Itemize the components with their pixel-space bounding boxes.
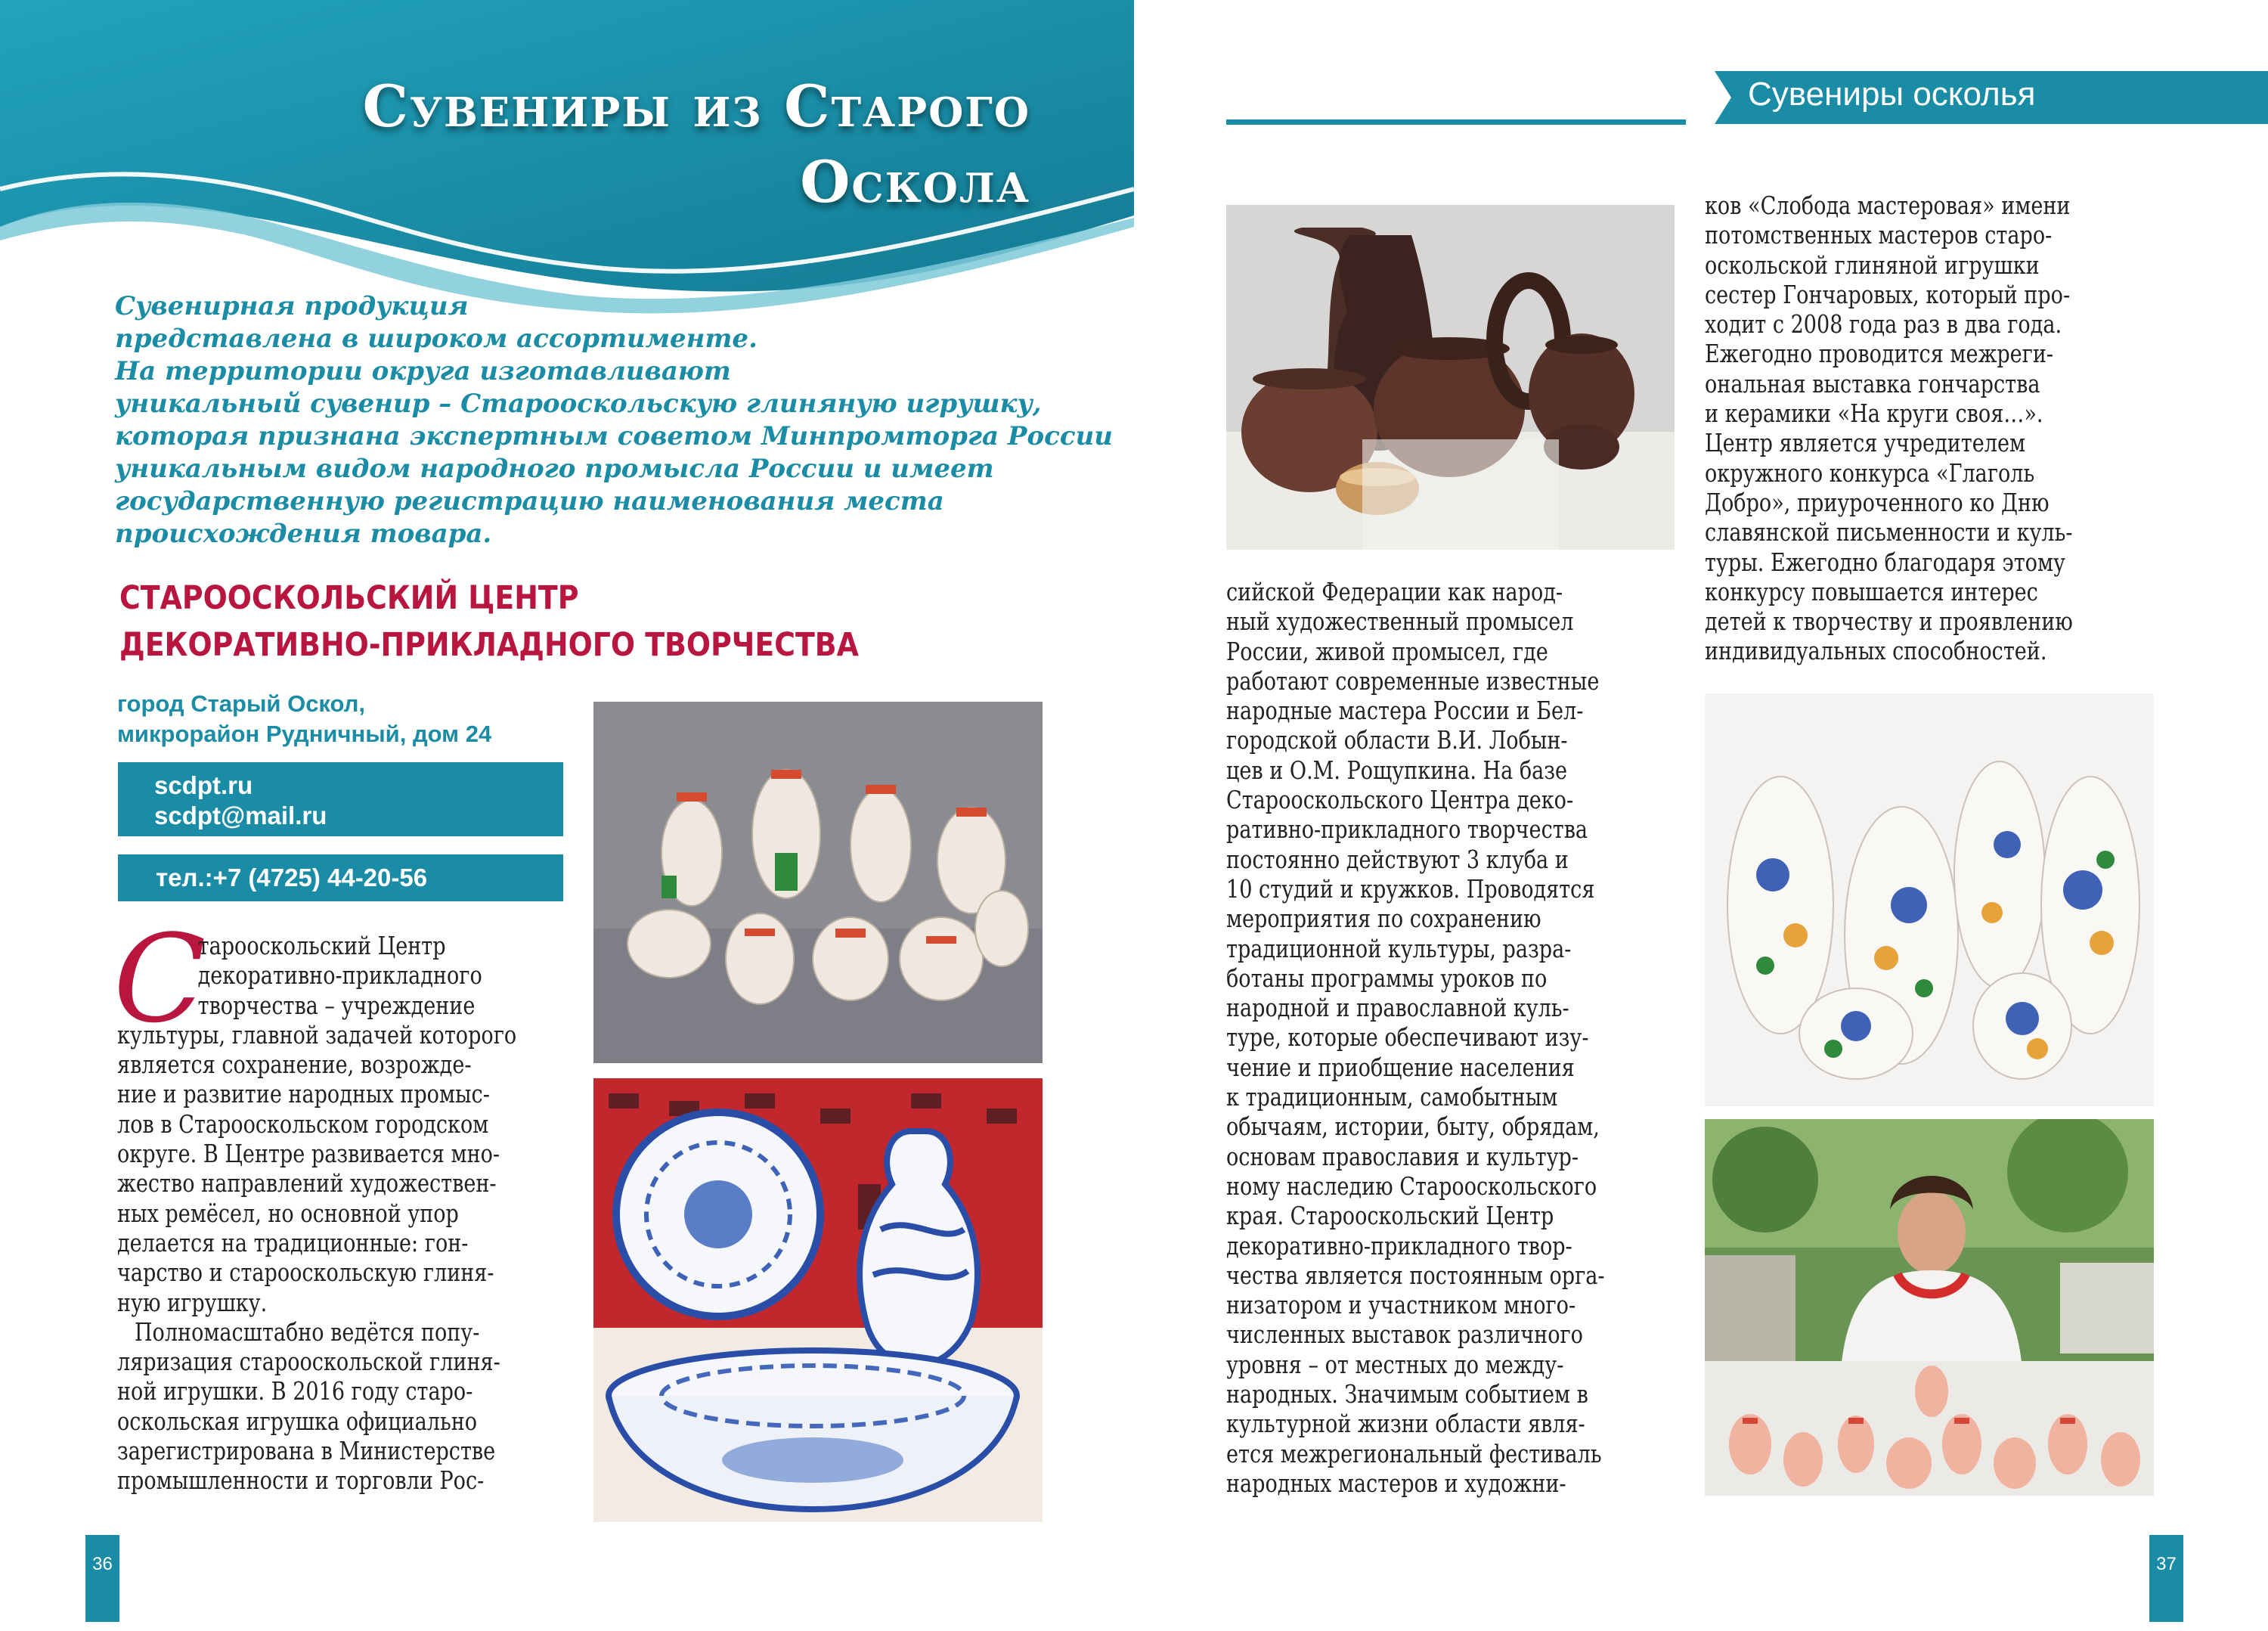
- text-line: чарство и старооскольскую глиня-: [117, 1257, 494, 1288]
- text-line: ной игрушки. В 2016 году старо-: [117, 1376, 473, 1406]
- page-number-left: 36: [85, 1535, 119, 1622]
- text-line: края. Старооскольский Центр: [1226, 1201, 1554, 1231]
- middle-column-text: [1226, 577, 1675, 1498]
- text-line: России, живой промысел, где: [1226, 636, 1548, 666]
- right-column-text: [1705, 191, 2154, 666]
- text-line: декоративно-прикладного твор-: [1226, 1230, 1572, 1260]
- text-line: народные мастера России и Бел-: [1226, 696, 1584, 726]
- painted-figures-photo: [1705, 693, 2154, 1106]
- text-line: традиционной культуры, разра-: [1226, 933, 1572, 963]
- text-line: численных выставок различного: [1226, 1319, 1583, 1350]
- text-line: туры. Ежегодно благодаря этому: [1705, 547, 2065, 577]
- text-line: постоянно действуют 3 клуба и: [1226, 844, 1569, 874]
- text-line: мероприятия по сохранению: [1226, 904, 1541, 934]
- text-line: делается на традиционные: гон-: [117, 1227, 469, 1257]
- center-title-line1: СТАРООСКОЛЬСКИЙ ЦЕНТР: [119, 579, 579, 617]
- text-line: ративно-прикладного творчества: [1226, 814, 1588, 845]
- text-line: является сохранение, возрожде-: [117, 1050, 472, 1080]
- text-line: народных. Значимым событием в: [1226, 1379, 1588, 1409]
- text-line: культурной жизни области явля-: [1226, 1409, 1585, 1439]
- text-line: городской области В.И. Лобын-: [1226, 725, 1568, 755]
- page-number-right: 37: [2149, 1535, 2183, 1622]
- text-line: низатором и участником много-: [1226, 1290, 1576, 1320]
- header-rule: [1226, 119, 1686, 125]
- text-line: обычаям, истории, быту, обрядам,: [1226, 1112, 1600, 1142]
- text-line: ональная выставка гончарства: [1705, 368, 2040, 398]
- phone-number[interactable]: тел.:+7 (4725) 44-20-56: [156, 864, 428, 891]
- text-line: потомственных мастеров старо-: [1705, 220, 2053, 250]
- text-line: чества является постоянным орга-: [1226, 1260, 1605, 1290]
- text-line: ных ремёсел, но основной упор: [117, 1198, 459, 1228]
- center-title: [119, 575, 875, 668]
- left-column-text: [117, 931, 565, 1496]
- page-title: Сувениры из Старого: [362, 73, 1030, 140]
- text-line: ется межрегиональный фестиваль: [1226, 1438, 1602, 1468]
- text-line: творчества – учреждение: [197, 990, 476, 1020]
- text-line: основам православия и культур-: [1226, 1141, 1579, 1171]
- text-line: 10 студий и кружков. Проводятся: [1226, 873, 1595, 904]
- text-line: ную игрушку.: [117, 1287, 268, 1317]
- master-craftswoman-photo: [1705, 1119, 2154, 1496]
- text-line: ному наследию Старооскольского: [1226, 1171, 1597, 1201]
- intro-line: уникальным видом народного промысла России и имеет: [115, 454, 994, 484]
- intro-line: На территории округа изготавливают: [115, 356, 731, 386]
- text-line: зарегистрирована в Министерстве: [117, 1436, 496, 1466]
- web-contact-box: [118, 762, 563, 836]
- drop-cap: С: [113, 908, 206, 1050]
- text-line: промышленности и торговли Рос-: [117, 1465, 485, 1496]
- text-line: Ежегодно проводится межреги-: [1705, 339, 2054, 369]
- text-line: Старооскольского Центра деко-: [1226, 785, 1574, 815]
- text-line: ние и развитие народных промыс-: [117, 1079, 490, 1109]
- text-line: жество направлений художествен-: [117, 1168, 497, 1198]
- text-line: декоративно-прикладного: [197, 960, 482, 991]
- text-line: Добро», приуроченного ко Дню: [1705, 487, 2050, 517]
- text-line: сестер Гончаровых, который про-: [1705, 279, 2071, 309]
- text-line: ляризация старооскольской глиня-: [117, 1347, 500, 1377]
- text-line: ботаны программы уроков по: [1226, 963, 1548, 993]
- intro-line: происхождения товара.: [115, 519, 492, 549]
- text-line: оскольской глиняной игрушки: [1705, 250, 2040, 280]
- intro-line: уникальный сувенир – Старооскольскую глиняную игрушку,: [115, 389, 1042, 419]
- pottery-photo: [1226, 205, 1675, 550]
- text-line: ный художественный промысел: [1226, 606, 1574, 637]
- text-line: туре, которые обеспечивают изу-: [1226, 1022, 1589, 1053]
- intro-line: государственную регистрацию наименования места: [115, 486, 944, 516]
- text-line: чение и приобщение населения: [1226, 1052, 1575, 1082]
- text-line: ков «Слобода мастеровая» имени: [1705, 191, 2071, 220]
- text-line: Полномасштабно ведётся попу-: [134, 1316, 480, 1347]
- text-line: тарооскольский Центр: [197, 931, 446, 960]
- text-line: к традиционным, самобытным: [1226, 1082, 1558, 1112]
- phone-box: [118, 854, 563, 901]
- address-line1: город Старый Оскол,: [117, 690, 366, 717]
- clay-toys-photo: [593, 702, 1043, 1063]
- text-line: сийской Федерации как народ-: [1226, 577, 1563, 606]
- section-label: Сувениры осколья: [1748, 76, 2036, 113]
- text-line: округе. В Центре развивается мно-: [117, 1139, 500, 1169]
- intro-paragraph: [115, 290, 1114, 550]
- tab-arrow: [1715, 71, 1745, 124]
- text-line: оскольская игрушка официально: [117, 1406, 478, 1436]
- text-line: культуры, главной задачей которого: [117, 1019, 517, 1050]
- text-line: ходит с 2008 года раз в два года.: [1705, 309, 2062, 340]
- text-line: лов в Старооскольском городском: [117, 1109, 489, 1139]
- text-line: народной и православной куль-: [1226, 993, 1569, 1023]
- text-line: индивидуальных способностей.: [1705, 636, 2047, 666]
- website-link[interactable]: scdpt.ru: [154, 771, 253, 799]
- intro-line: Сувенирная продукция: [115, 291, 469, 321]
- text-line: уровня – от местных до между-: [1226, 1349, 1564, 1379]
- text-line: окружного конкурса «Глаголь: [1705, 457, 2035, 488]
- intro-line: которая признана экспертным советом Минпромторга России: [115, 421, 1114, 451]
- center-title-line2: ДЕКОРАТИВНО-ПРИКЛАДНОГО ТВОРЧЕСТВА: [119, 626, 859, 664]
- address-line2: микрорайон Рудничный, дом 24: [117, 721, 492, 747]
- text-line: славянской письменности и куль-: [1705, 517, 2073, 547]
- text-line: цев и О.М. Рощупкина. На базе: [1226, 755, 1568, 785]
- text-line: работают современные известные: [1226, 665, 1600, 696]
- address: [117, 689, 571, 749]
- text-line: народных мастеров и художни-: [1226, 1468, 1566, 1498]
- page-title-line2: Оскола: [800, 148, 1030, 216]
- text-line: конкурсу повышается интерес: [1705, 576, 2038, 606]
- email-link[interactable]: scdpt@mail.ru: [154, 802, 327, 829]
- text-line: и керамики «На круги своя…».: [1705, 398, 2043, 429]
- intro-line: представлена в широком ассортименте.: [115, 324, 758, 354]
- text-line: детей к творчеству и проявлению: [1705, 606, 2073, 637]
- text-line: Центр является учредителем: [1705, 428, 2026, 458]
- blue-ceramics-photo: [593, 1078, 1043, 1522]
